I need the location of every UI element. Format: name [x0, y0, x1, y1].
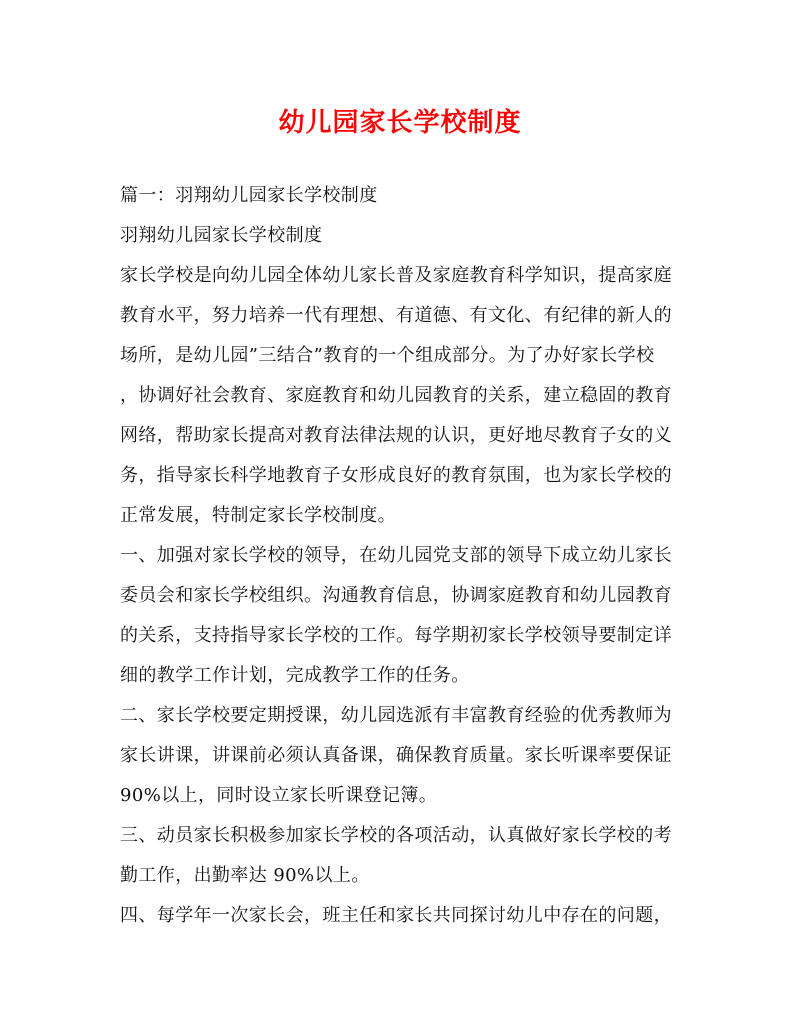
text-line: 正常发展，特制定家长学校制度。: [120, 505, 396, 526]
text-line: 三、动员家长积极参加家长学校的各项活动，认真做好家长学校的考: [120, 825, 672, 846]
text-line: 务，指导家长科学地教育子女形成良好的教育氛围，也为家长学校的: [120, 465, 672, 486]
text-line: 教育水平，努力培养一代有理想、有道德、有文化、有纪律的新人的: [120, 305, 672, 326]
document-title: 幼儿园家长学校制度: [278, 108, 522, 138]
text-line: 二、家长学校要定期授课，幼儿园选派有丰富教育经验的优秀教师为: [120, 705, 672, 726]
text-line: 90%以上，同时设立家长听课登记簿。: [120, 785, 438, 806]
text-line: 篇一：羽翔幼儿园家长学校制度: [120, 185, 378, 206]
text-line: 家长讲课，讲课前必须认真备课，确保教育质量。家长听课率要保证: [120, 745, 672, 766]
text-line: 一、加强对家长学校的领导，在幼儿园党支部的领导下成立幼儿家长: [120, 545, 672, 566]
text-line: 四、每学年一次家长会，班主任和家长共同探讨幼儿中存在的问题，: [120, 905, 672, 926]
text-line: 委员会和家长学校组织。沟通教育信息，协调家庭教育和幼儿园教育: [120, 585, 672, 606]
text-line: 细的教学工作计划，完成教学工作的任务。: [120, 665, 470, 686]
text-line: ，协调好社会教育、家庭教育和幼儿园教育的关系，建立稳固的教育: [120, 385, 672, 406]
text-line: 勤工作，出勤率达 90%以上。: [120, 865, 370, 886]
text-line: 羽翔幼儿园家长学校制度: [120, 225, 323, 246]
text-line: 网络，帮助家长提高对教育法律法规的认识，更好地尽教育子女的义: [120, 425, 672, 446]
text-line: 家长学校是向幼儿园全体幼儿家长普及家庭教育科学知识，提高家庭: [120, 265, 672, 286]
text-line: 的关系，支持指导家长学校的工作。每学期初家长学校领导要制定详: [120, 625, 672, 646]
text-line: 场所，是幼儿园”三结合”教育的一个组成部分。为了办好家长学校: [120, 345, 655, 366]
